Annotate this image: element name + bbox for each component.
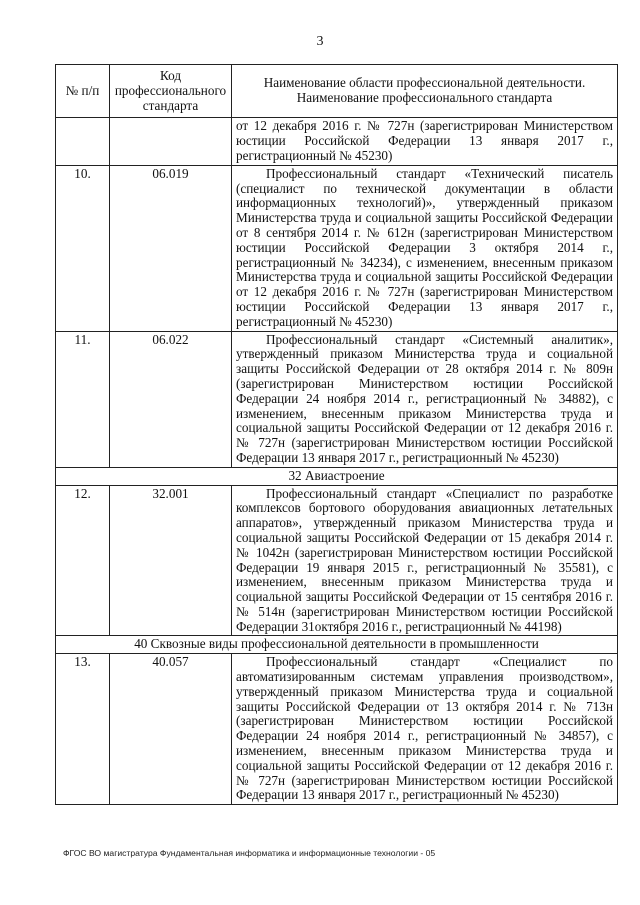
cell-description (232, 654, 618, 805)
header-name (232, 65, 618, 118)
cell-number: 11. (56, 331, 110, 467)
cell-description: от 12 декабря 2016 г. № 727н (зарегистрирован Министерством юстиции Российской Федерации 13 января 2017 г., регистрационный № 45230) (232, 118, 618, 165)
table-row (56, 654, 618, 805)
cell-description (232, 485, 618, 636)
cell-number: 12. (56, 485, 110, 636)
table-row (56, 331, 618, 467)
description-text: Профессиональный стандарт «Специалист по разработке комплексов бортового оборудования авиационных летательных аппаратов», утвержденный приказом Министерства труда и социальной защиты Российской Федерации от 15 декабря 2014 г. № 1042н (зарегистрирован Министерством юстиции Российской Федерации 19 января 2015 г., регистрационный № 35581), с изменением, внесенным приказом Министерства труда и социальной защиты Российской Федерации от 15 сентября 2016 г. № 514н (зарегистрирован Министерством юстиции Российской Федерации 31октября 2016 г., регистрационный № 44198) (236, 485, 613, 634)
cell-number: 10. (56, 165, 110, 331)
table-row (56, 165, 618, 331)
header-name-line1: Наименование области профессиональной деятельности. (263, 75, 586, 91)
section-row (56, 636, 618, 654)
cell-code-empty (110, 118, 232, 165)
table-row (56, 485, 618, 636)
cell-number-empty (56, 118, 110, 165)
table-row-continuation (56, 118, 618, 165)
table-header-row (56, 65, 618, 118)
page-number: 3 (316, 34, 324, 49)
header-number: № п/п (56, 65, 110, 118)
section-heading-crosscutting: 40 Сквозные виды профессиональной деятельности в промышленности (56, 636, 618, 654)
cell-code: 06.019 (110, 165, 232, 331)
header-code: Код профессионального стандарта (110, 65, 232, 118)
description-text: Профессиональный стандарт «Технический писатель (специалист по технической документации в области информационных технологий)», утвержденный приказом Министерства труда и социальной защиты Российской Федерации от 8 сентября 2014 г. № 612н (зарегистрирован Министерством юстиции Российской Федерации 3 октября 2014 г., регистрационный № 34234), с изменением, внесенным приказом Министерства труда и социальной защиты Российской Федерации от 12 декабря 2016 г. № 727н (зарегистрирован Министерством юстиции Российской Федерации 13 января 2017 г., регистрационный № 45230) (236, 165, 613, 329)
section-heading-aviation: 32 Авиастроение (56, 467, 618, 485)
cell-description (232, 165, 618, 331)
cell-code: 40.057 (110, 654, 232, 805)
cell-code: 32.001 (110, 485, 232, 636)
cell-code: 06.022 (110, 331, 232, 467)
header-name-line2: Наименование профессионального стандарта (296, 90, 553, 106)
section-row (56, 467, 618, 485)
description-text: Профессиональный стандарт «Специалист по автоматизированным системам управления производством», утвержденный приказом Министерства труда и социальной защиты Российской Федерации от 13 октября 2014 г. № 713н (зарегистрирован Министерством юстиции Российской Федерации 24 ноября 2014 г., регистрационный № 34857), с изменением, внесенным приказом Министерства труда и социальной защиты Российской Федерации от 12 декабря 2016 г. № 727н (зарегистрирован Министерством юстиции Российской Федерации 13 января 2017 г., регистрационный № 45230) (236, 654, 613, 803)
cell-description (232, 331, 618, 467)
professional-standards-table (55, 64, 618, 805)
description-text: Профессиональный стандарт «Системный аналитик», утвержденный приказом Министерства труда и социальной защиты Российской Федерации от 28 октября 2014 г. № 809н (зарегистрирован Министерством юстиции Российской Федерации 24 ноября 2014 г., регистрационный № 34882), с изменением, внесенным приказом Министерства труда и социальной защиты Российской Федерации от 12 декабря 2016 г. № 727н (зарегистрирован Министерством юстиции Российской Федерации 13 января 2017 г., регистрационный № 45230) (236, 331, 613, 465)
page-footer: ФГОС ВО магистратура Фундаментальная информатика и информационные технологии - 05 (63, 848, 436, 858)
cell-number: 13. (56, 654, 110, 805)
